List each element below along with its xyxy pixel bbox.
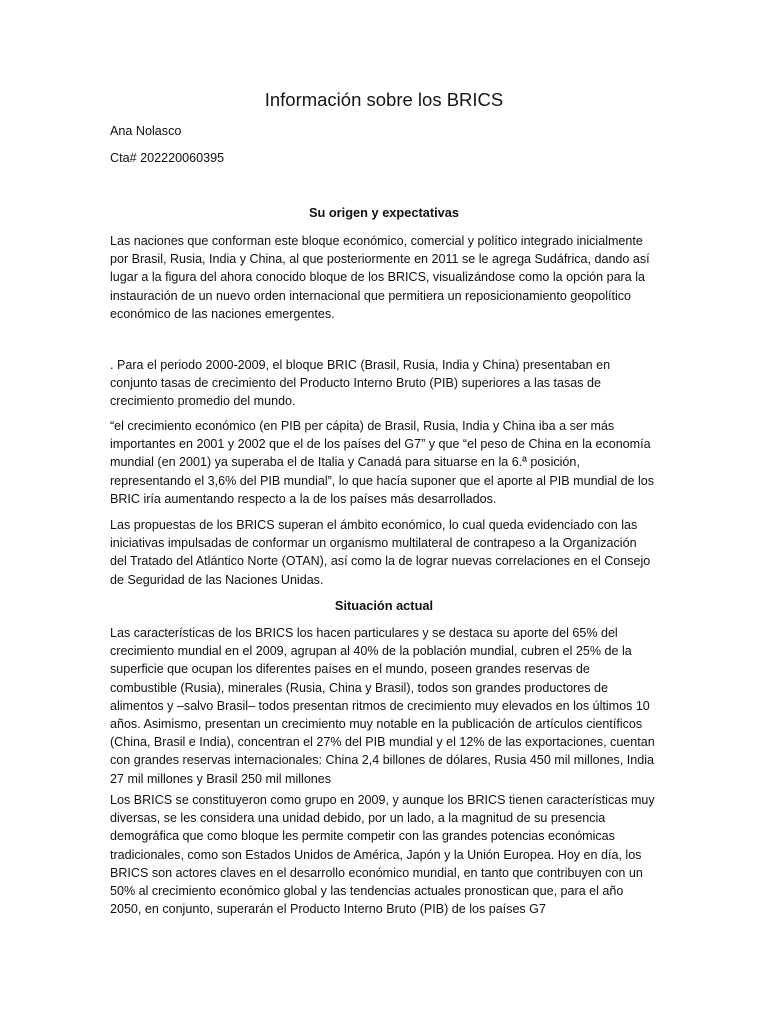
paragraph-proposals: Las propuestas de los BRICS superan el ámbito económico, lo cual queda evidenciado con las iniciativas impulsadas de conformar un organismo multilateral de contrapeso a la Organización del Tratado del Atlántico Norte (OTAN), así como la de lograr nuevas correlaciones en el Consejo de Seguridad de las Naciones Unidas. (110, 518, 651, 587)
account-number: Cta# 202220060395 (110, 151, 225, 165)
author-name: Ana Nolasco (110, 124, 182, 138)
paragraph-growth-period: . Para el periodo 2000-2009, el bloque BRIC (Brasil, Rusia, India y China) presentaban en conjunto tasas de crecimiento del Producto Interno Bruto (PIB) superiores a las tasas de crecimiento promedio del mundo. (110, 358, 611, 409)
paragraph-constitution: Los BRICS se constituyeron como grupo en 2009, y aunque los BRICS tienen características muy diversas, se les considera una unidad debido, por un lado, a la magnitud de su presencia demográfica que como bloque les permite competir con las grandes potencias económicas tradicionales, como son Estados Unidos de América, Japón y la Unión Europea. Hoy en día, los BRICS son actores claves en el desarrollo económico mundial, en tanto que contribuyen con un 50% al crecimiento económico global y las tendencias actuales pronostican que, para el año 2050, en conjunto, superarán el Producto Interno Bruto (PIB) de los países G7 (110, 793, 655, 917)
paragraph-characteristics: Las características de los BRICS los hacen particulares y se destaca su aporte del 65% del crecimiento mundial en el 2009, agrupan al 40% de la población mundial, cubren el 25% de la superficie que ocupan los diferentes países en el mundo, poseen grandes reservas de combustible (Rusia), minerales (Rusia, China y Brasil), todos son grandes productores de alimentos y –salvo Brasil– todos presentan ritmos de crecimiento muy elevados en los últimos 10 años. Asimismo, presentan un crecimiento muy notable en la publicación de artículos científicos (China, Brasil e India), concentran el 27% del PIB mundial y el 12% de las exportaciones, cuentan con grandes reservas internacionales: China 2,4 billones de dólares, Rusia 450 mil millones, India 27 mil millones y Brasil 250 mil millones (110, 626, 655, 786)
document-title: Información sobre los BRICS (264, 89, 504, 110)
paragraph-origin: Las naciones que conforman este bloque económico, comercial y político integrado inicialmente por Brasil, Rusia, India y China, al que posteriormente en 2011 se le agrega Sudáfrica, dando así lugar a la figura del ahora conocido bloque de los BRICS, visualizándose como la opción para la instauración de un nuevo orden internacional que permitiera un reposicionamiento geopolítico económico de las naciones emergentes. (110, 234, 650, 321)
paragraph-gdp-quote: “el crecimiento económico (en PIB per cápita) de Brasil, Rusia, India y China iba a ser más importantes en 2001 y 2002 que el de los países del G7” y que “el peso de China en la economía mundial (en 2001) ya superaba el de Italia y Canadá para situarse en la 6.ª posición, representando el 3,6% del PIB mundial”, lo que hacía suponer que el aporte al PIB mundial de los BRIC iría aumentando respecto a la de los países más desarrollados. (110, 419, 655, 506)
section-heading-current: Situación actual (334, 598, 434, 613)
section-heading-origin: Su origen y expectativas (308, 205, 460, 220)
